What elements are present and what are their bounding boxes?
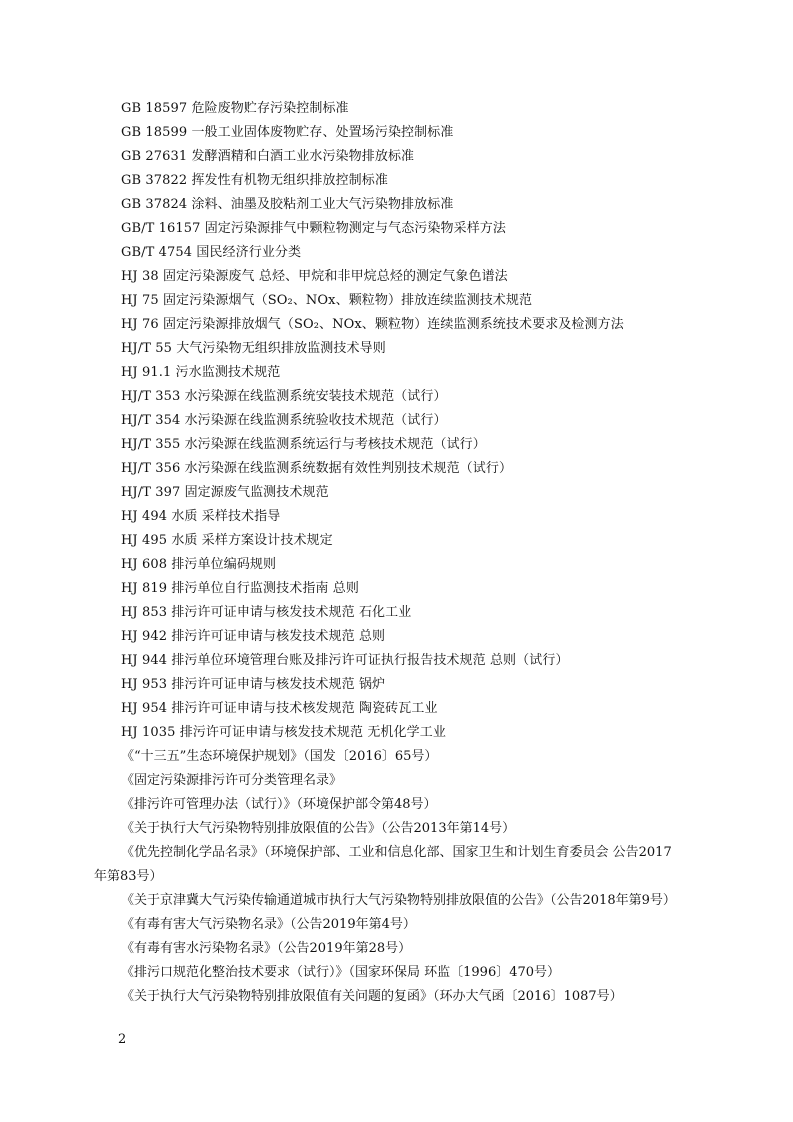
reference-item: HJ 1035 排污许可证申请与核发技术规范 无机化学工业 [121,725,446,740]
reference-item: HJ/T 355 水污染源在线监测系统运行与考核技术规范（试行） [121,437,486,452]
reference-item: GB 27631 发酵酒精和白酒工业水污染物排放标准 [121,149,415,164]
document-item: 《关于执行大气污染物特别排放限值的公告》（公告2013年第14号） [121,821,516,836]
document-item: 《排污口规范化整治技术要求（试行）》（国家环保局 环监〔1996〕470号） [121,965,561,980]
document-item: 《有毒有害大气污染物名录》（公告2019年第4号） [121,917,416,932]
reference-item: GB 18599 一般工业固体废物贮存、处置场污染控制标准 [121,125,454,140]
reference-item: HJ/T 356 水污染源在线监测系统数据有效性判别技术规范（试行） [121,461,513,476]
document-item: 《固定污染源排污许可分类管理名录》 [121,773,343,788]
reference-item: HJ 75 固定污染源烟气（SO₂、NOx、颗粒物）排放连续监测技术规范 [121,293,533,308]
reference-item: HJ 76 固定污染源排放烟气（SO₂、NOx、颗粒物）连续监测系统技术要求及检测方法 [121,317,624,332]
reference-item: GB 18597 危险废物贮存污染控制标准 [121,101,349,116]
document-item: 《“十三五”生态环境保护规划》（国发〔2016〕65号） [121,749,438,764]
document-item: 《关于京津冀大气污染传输通道城市执行大气污染物特别排放限值的公告》（公告2018年第9号） [121,893,676,908]
reference-item: HJ 494 水质 采样技术指导 [121,509,281,524]
reference-item: HJ/T 397 固定源废气监测技术规范 [121,485,329,500]
reference-item: HJ 954 排污许可证申请与技术核发规范 陶瓷砖瓦工业 [121,701,438,716]
normative-references-list [121,97,721,745]
document-item: 《优先控制化学品名录》（环境保护部、工业和信息化部、国家卫生和计划生育委员会 公告2017 [121,845,672,860]
reference-item: HJ 944 排污单位环境管理台账及排污许可证执行报告技术规范 总则（试行） [121,653,569,668]
reference-item: HJ/T 354 水污染源在线监测系统验收技术规范（试行） [121,413,447,428]
document-item: 《有毒有害水污染物名录》（公告2019年第28号） [121,941,412,956]
reference-item: HJ 853 排污许可证申请与核发技术规范 石化工业 [121,605,412,620]
reference-item: GB 37824 涂料、油墨及胶粘剂工业大气污染物排放标准 [121,197,454,212]
page-number: 2 [118,1032,127,1047]
reference-item: HJ 495 水质 采样方案设计技术规定 [121,533,333,548]
document-item: 《排污许可管理办法（试行）》（环境保护部令第48号） [121,797,437,812]
reference-item: HJ 608 排污单位编码规则 [121,557,277,572]
policy-documents-list [94,745,721,1009]
document-item-continuation: 年第83号） [94,869,163,884]
reference-item: HJ 942 排污许可证申请与核发技术规范 总则 [121,629,386,644]
reference-item: HJ 38 固定污染源废气 总烃、甲烷和非甲烷总烃的测定气象色谱法 [121,269,508,284]
reference-item: GB 37822 挥发性有机物无组织排放控制标准 [121,173,388,188]
reference-item: HJ 819 排污单位自行监测技术指南 总则 [121,581,359,596]
reference-item: HJ/T 55 大气污染物无组织排放监测技术导则 [121,341,386,356]
reference-item: GB/T 4754 国民经济行业分类 [121,245,302,260]
reference-item: GB/T 16157 固定污染源排气中颗粒物测定与气态污染物采样方法 [121,221,507,236]
reference-item: HJ/T 353 水污染源在线监测系统安装技术规范（试行） [121,389,447,404]
reference-item: HJ 91.1 污水监测技术规范 [121,365,281,380]
reference-item: HJ 953 排污许可证申请与核发技术规范 锅炉 [121,677,386,692]
document-item: 《关于执行大气污染物特别排放限值有关问题的复函》（环办大气函〔2016〕1087号） [121,989,623,1004]
